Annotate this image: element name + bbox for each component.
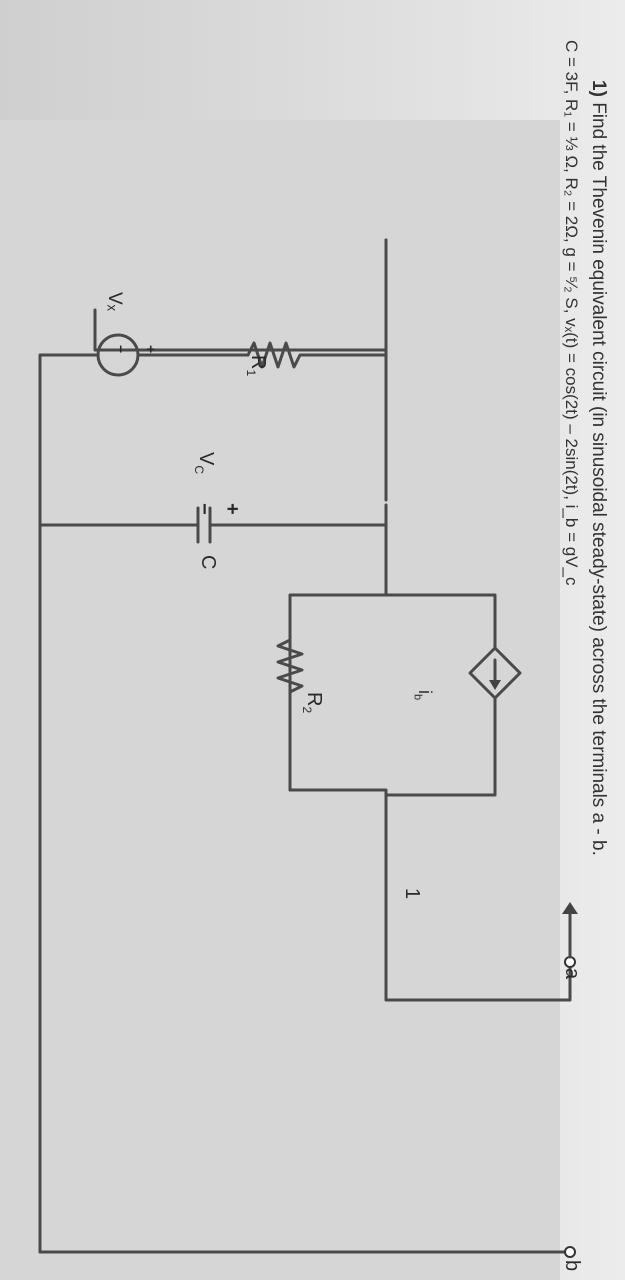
terminal-a-label: a	[561, 968, 583, 980]
circuit-background	[0, 120, 560, 1280]
r1-subscript: 1	[244, 369, 258, 377]
r1-letter: R	[247, 355, 269, 370]
cap-label: C	[197, 555, 219, 570]
vx-minus: −	[113, 345, 129, 354]
current-label: 1	[401, 888, 423, 900]
question-params: C = 3F, R₁ = ⅓ Ω, R₂ = 2Ω, g = ⁵⁄₂ S, vₓ(t) = cos(2t) – 2sin(2t), i_b = gV_c	[562, 40, 581, 586]
vc-minus: −	[193, 503, 215, 515]
vc-plus: +	[221, 503, 243, 515]
ccs-letter: i	[415, 690, 435, 694]
vc-subscript: C	[192, 465, 206, 475]
vx-plus: +	[143, 345, 159, 354]
ccs-subscript: b	[411, 694, 424, 701]
question-number: 1)	[588, 80, 609, 97]
r2-subscript: 2	[300, 706, 314, 714]
terminal-b	[565, 1247, 575, 1257]
vx-label: Vₓ	[104, 292, 125, 311]
question-text: Find the Thevenin equivalent circuit (in sinusoidal steady-state) across the terminals a - b.	[588, 102, 609, 856]
r2-letter: R	[303, 692, 325, 707]
vc-letter: V	[195, 452, 217, 466]
current-arrow-1	[562, 902, 578, 914]
terminal-b-label: b	[561, 1260, 583, 1272]
